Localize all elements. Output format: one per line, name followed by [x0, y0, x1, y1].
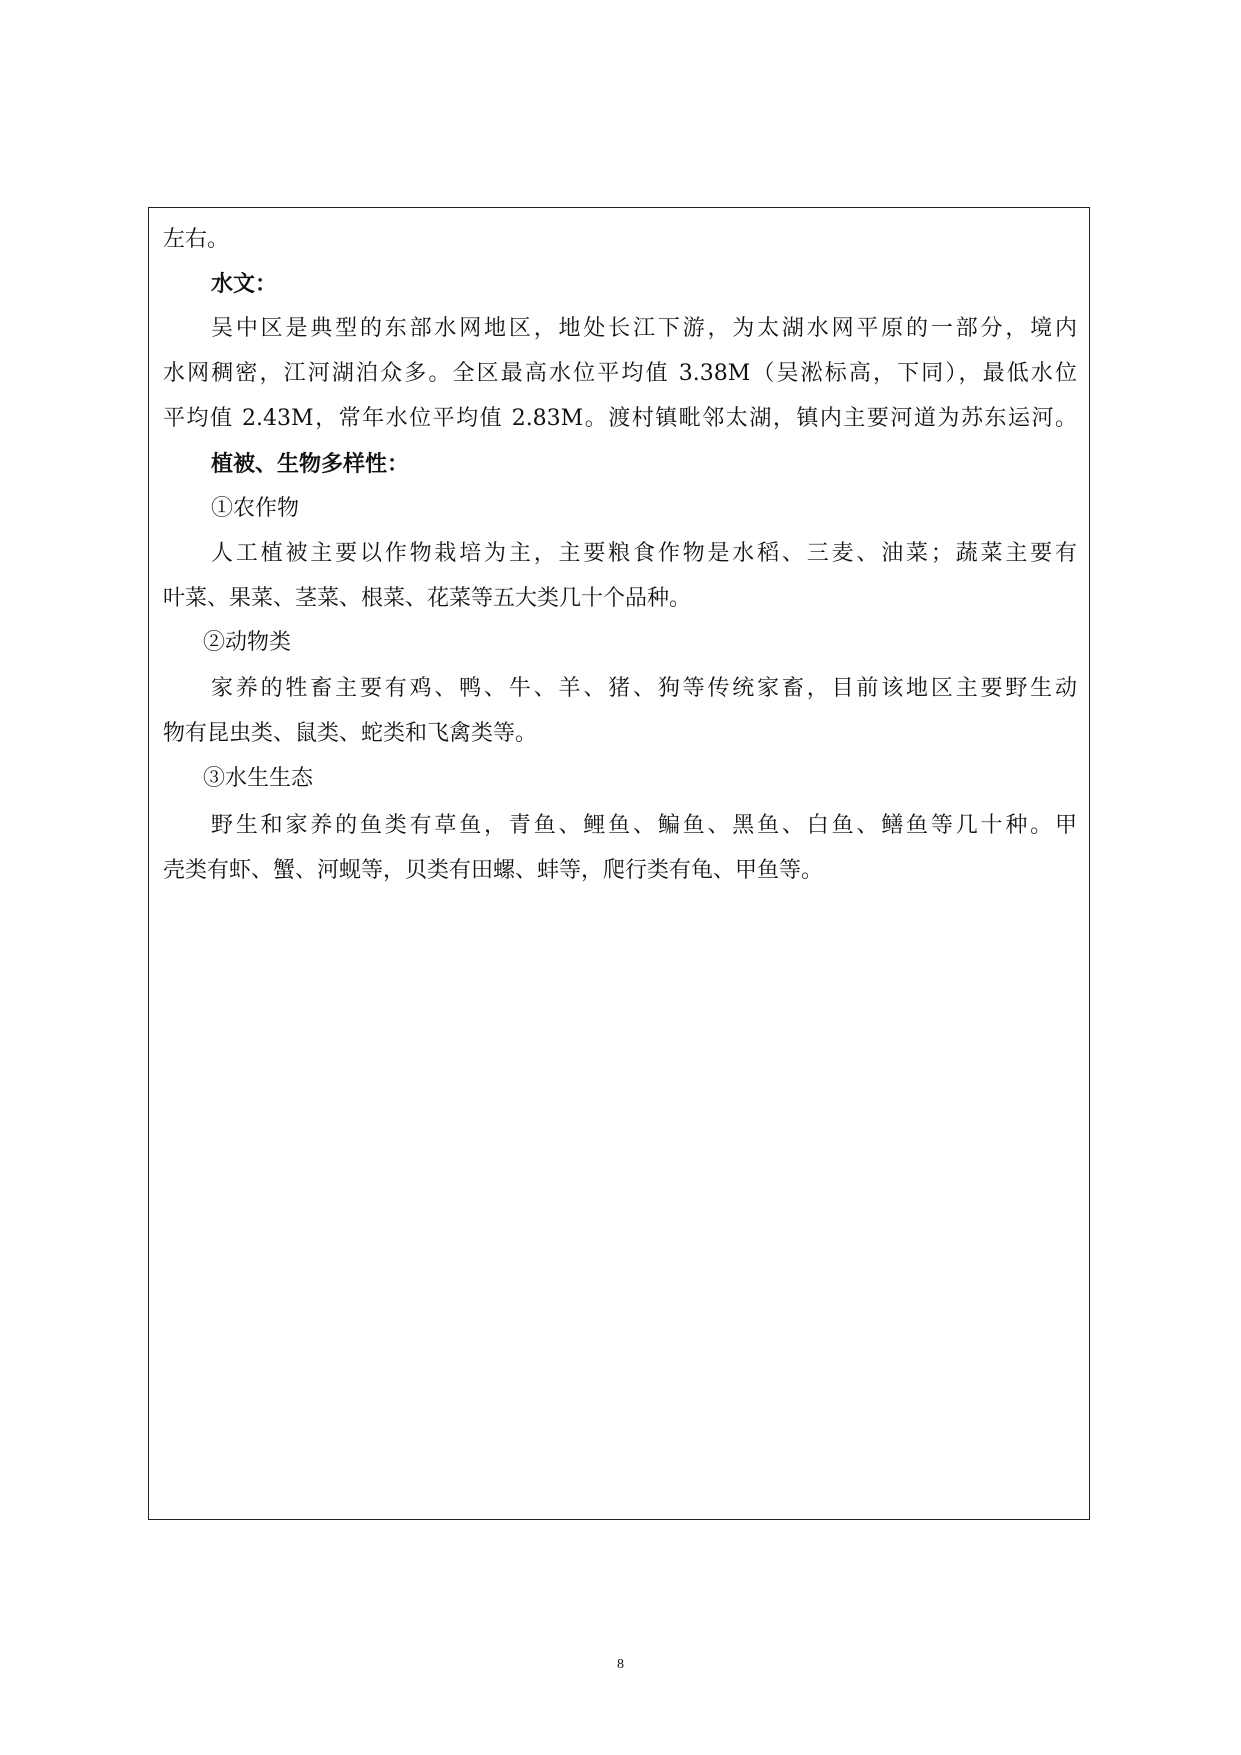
- crops-title: ①农作物: [211, 496, 300, 521]
- hydrology-line-1: 吴中区是典型的东部水网地区，地处长江下游，为太湖水网平原的一部分，境内: [211, 316, 1077, 341]
- hydrology-heading: 水文：: [211, 271, 278, 297]
- aquatic-line-2: 壳类有虾、蟹、河蚬等，贝类有田螺、蚌等，爬行类有龟、甲鱼等。: [163, 858, 824, 883]
- continued-text: 左右。: [163, 227, 230, 252]
- animals-title: ②动物类: [203, 630, 292, 655]
- aquatic-line-1: 野生和家养的鱼类有草鱼，青鱼、鲤鱼、鳊鱼、黑鱼、白鱼、鳝鱼等几十种。甲: [211, 813, 1077, 838]
- hydrology-line-2: 水网稠密，江河湖泊众多。全区最高水位平均值 3.38M（吴淞标高，下同），最低水位: [163, 361, 1077, 386]
- crops-line-2: 叶菜、果菜、茎菜、根菜、花菜等五大类几十个品种。: [163, 586, 692, 611]
- page-number: 8: [617, 1657, 624, 1672]
- animals-line-2: 物有昆虫类、鼠类、蛇类和飞禽类等。: [163, 721, 538, 746]
- animals-line-1: 家养的牲畜主要有鸡、鸭、牛、羊、猪、狗等传统家畜，目前该地区主要野生动: [211, 676, 1077, 701]
- crops-line-1: 人工植被主要以作物栽培为主，主要粮食作物是水稻、三麦、油菜；蔬菜主要有: [211, 541, 1077, 566]
- aquatic-title: ③水生生态: [203, 766, 314, 791]
- content-table-frame: [148, 207, 1090, 1520]
- vegetation-heading: 植被、生物多样性：: [211, 451, 410, 477]
- hydrology-line-3: 平均值 2.43M，常年水位平均值 2.83M。渡村镇毗邻太湖，镇内主要河道为苏东运河。: [163, 406, 1077, 431]
